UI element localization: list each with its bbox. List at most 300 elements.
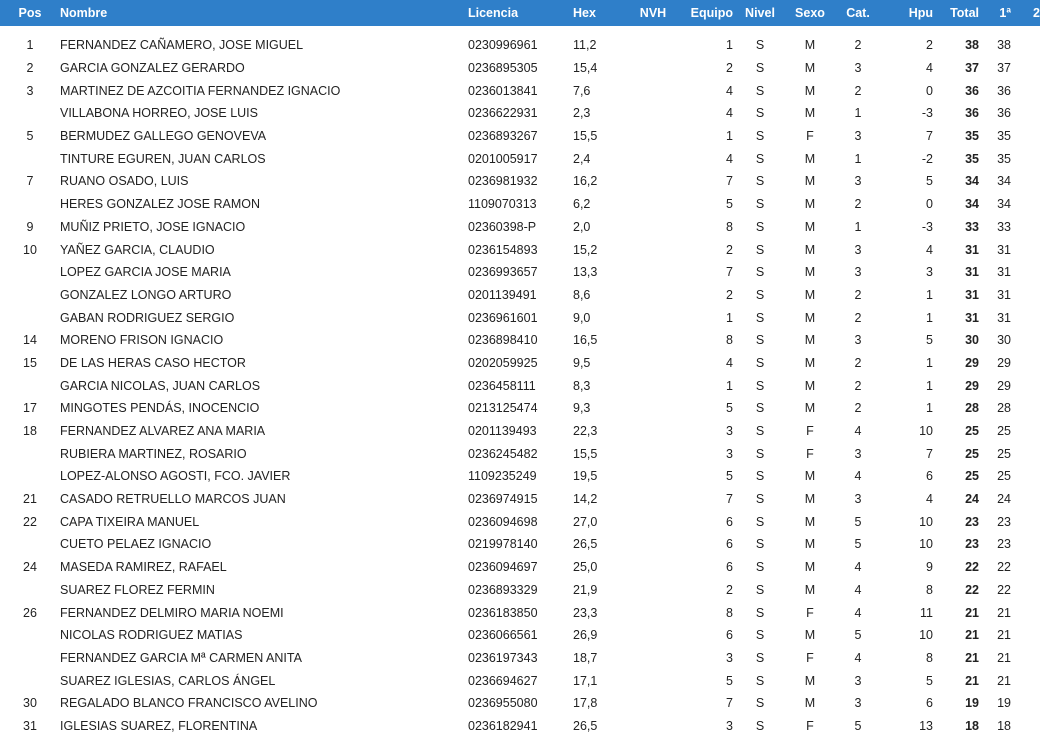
cell-licencia: 0202059925 xyxy=(468,355,538,370)
cell-hpu: 8 xyxy=(926,582,933,597)
cell-hex: 18,7 xyxy=(573,650,598,665)
cell-nvh xyxy=(629,715,677,738)
cell-hex: 8,3 xyxy=(573,378,591,393)
cell-nvh xyxy=(629,34,677,57)
table-row xyxy=(0,624,1040,647)
col-header-cat[interactable]: Cat. xyxy=(846,6,870,20)
cell-hex: 2,0 xyxy=(573,219,591,234)
cell-hex: 17,8 xyxy=(573,696,598,711)
cell-r2 xyxy=(1011,669,1040,692)
cell-r2 xyxy=(1011,624,1040,647)
table-row xyxy=(0,579,1040,602)
cell-cat: 4 xyxy=(854,424,862,439)
cell-r2 xyxy=(1011,420,1040,443)
cell-nivel: S xyxy=(755,61,765,76)
cell-nombre: MINGOTES PENDÁS, INOCENCIO xyxy=(60,401,260,416)
cell-nivel: S xyxy=(755,628,765,643)
cell-hex: 2,4 xyxy=(573,151,591,166)
cell-r2 xyxy=(1011,442,1040,465)
cell-nivel: S xyxy=(755,537,765,552)
cell-nvh xyxy=(629,147,677,170)
cell-cat: 2 xyxy=(854,287,862,302)
cell-cat: 5 xyxy=(854,537,862,552)
cell-nombre: MORENO FRISON IGNACIO xyxy=(60,333,224,348)
table-row xyxy=(0,329,1040,352)
cell-total: 37 xyxy=(965,61,979,76)
cell-sexo: F xyxy=(806,129,814,144)
cell-licencia: 0236893329 xyxy=(468,582,538,597)
cell-r2 xyxy=(1011,465,1040,488)
cell-total: 31 xyxy=(965,310,979,325)
cell-cat: 2 xyxy=(854,401,862,416)
cell-pos xyxy=(0,147,60,170)
cell-nombre: GARCIA NICOLAS, JUAN CARLOS xyxy=(60,378,261,393)
cell-equipo: 6 xyxy=(726,537,733,552)
cell-nivel: S xyxy=(755,446,765,461)
cell-nivel: S xyxy=(755,560,765,575)
col-header-licencia[interactable]: Licencia xyxy=(468,6,519,20)
cell-licencia: 0236898410 xyxy=(468,333,538,348)
cell-cat: 2 xyxy=(854,197,862,212)
col-header-hpu[interactable]: Hpu xyxy=(908,6,933,20)
cell-cat: 3 xyxy=(854,61,862,76)
cell-hpu: 4 xyxy=(926,492,933,507)
col-header-equipo[interactable]: Equipo xyxy=(690,6,733,20)
cell-nivel: S xyxy=(755,673,765,688)
cell-r1: 23 xyxy=(997,514,1011,529)
cell-r2 xyxy=(1011,102,1040,125)
cell-sexo: M xyxy=(804,514,816,529)
cell-total: 31 xyxy=(965,242,979,257)
cell-hpu: 5 xyxy=(926,673,933,688)
cell-r1: 35 xyxy=(997,151,1011,166)
cell-hex: 26,9 xyxy=(573,628,598,643)
col-header-sexo[interactable]: Sexo xyxy=(795,6,825,20)
cell-licencia: 1109235249 xyxy=(468,469,537,484)
cell-equipo: 1 xyxy=(726,378,733,393)
cell-sexo: M xyxy=(804,61,816,76)
cell-hpu: -2 xyxy=(921,151,933,166)
table-row xyxy=(0,510,1040,533)
cell-nombre: FERNANDEZ CAÑAMERO, JOSE MIGUEL xyxy=(60,38,304,53)
cell-hpu: 6 xyxy=(926,696,933,711)
cell-sexo: F xyxy=(806,424,814,439)
cell-r1: 34 xyxy=(997,197,1011,212)
col-header-nivel[interactable]: Nivel xyxy=(745,6,775,20)
cell-nvh xyxy=(629,624,677,647)
cell-sexo: F xyxy=(806,446,814,461)
cell-nombre: NICOLAS RODRIGUEZ MATIAS xyxy=(60,628,243,643)
cell-nivel: S xyxy=(755,242,765,257)
cell-pos: 14 xyxy=(23,333,37,348)
cell-nvh xyxy=(629,216,677,239)
cell-r1: 22 xyxy=(997,582,1011,597)
cell-r2 xyxy=(1011,57,1040,80)
cell-r2 xyxy=(1011,352,1040,375)
cell-licencia: 0201139493 xyxy=(468,424,537,439)
cell-total: 21 xyxy=(965,605,979,620)
cell-nombre: FERNANDEZ GARCIA Mª CARMEN ANITA xyxy=(60,650,302,665)
cell-sexo: M xyxy=(804,469,816,484)
cell-r2 xyxy=(1011,147,1040,170)
cell-nvh xyxy=(629,420,677,443)
cell-cat: 1 xyxy=(854,219,862,234)
cell-nivel: S xyxy=(755,265,765,280)
cell-total: 19 xyxy=(965,696,979,711)
cell-sexo: F xyxy=(806,650,814,665)
cell-sexo: M xyxy=(804,582,816,597)
cell-licencia: 0236993657 xyxy=(468,265,538,280)
cell-nombre: GARCIA GONZALEZ GERARDO xyxy=(60,61,245,76)
cell-total: 22 xyxy=(965,560,979,575)
cell-hpu: 1 xyxy=(926,378,933,393)
cell-r1: 21 xyxy=(997,605,1011,620)
cell-licencia: 0236197343 xyxy=(468,650,538,665)
cell-r1: 28 xyxy=(997,401,1011,416)
cell-hex: 15,2 xyxy=(573,242,598,257)
cell-r1: 29 xyxy=(997,378,1011,393)
cell-nvh xyxy=(629,601,677,624)
cell-licencia: 0236182941 xyxy=(468,718,538,733)
cell-r2 xyxy=(1011,216,1040,239)
cell-cat: 2 xyxy=(854,378,862,393)
cell-sexo: F xyxy=(806,605,814,620)
cell-nvh xyxy=(629,374,677,397)
cell-licencia: 0201005917 xyxy=(468,151,538,166)
col-header-nvh[interactable]: NVH xyxy=(639,6,667,20)
col-header-nombre[interactable]: Nombre xyxy=(60,6,108,20)
cell-hex: 19,5 xyxy=(573,469,598,484)
cell-cat: 3 xyxy=(854,265,862,280)
cell-r1: 24 xyxy=(997,492,1011,507)
cell-nombre: VILLABONA HORREO, JOSE LUIS xyxy=(60,106,258,121)
cell-hex: 9,3 xyxy=(573,401,591,416)
cell-nvh xyxy=(629,442,677,465)
cell-nivel: S xyxy=(755,333,765,348)
cell-total: 22 xyxy=(965,582,979,597)
cell-equipo: 5 xyxy=(726,673,733,688)
cell-nombre: LOPEZ-ALONSO AGOSTI, FCO. JAVIER xyxy=(60,469,291,484)
cell-pos: 21 xyxy=(23,492,37,507)
cell-equipo: 3 xyxy=(726,650,733,665)
cell-nombre: REGALADO BLANCO FRANCISCO AVELINO xyxy=(60,696,318,711)
cell-total: 18 xyxy=(965,718,979,733)
cell-hpu: 11 xyxy=(920,605,933,620)
cell-hex: 25,0 xyxy=(573,560,598,575)
cell-hex: 15,5 xyxy=(573,129,598,144)
cell-equipo: 7 xyxy=(726,492,733,507)
cell-nivel: S xyxy=(755,492,765,507)
col-header-round2[interactable]: 2 xyxy=(1033,6,1040,20)
cell-nivel: S xyxy=(755,469,765,484)
cell-r2 xyxy=(1011,193,1040,216)
cell-equipo: 1 xyxy=(726,310,733,325)
cell-nombre: HERES GONZALEZ JOSE RAMON xyxy=(60,197,261,212)
cell-pos xyxy=(0,193,60,216)
cell-nvh xyxy=(629,102,677,125)
cell-nivel: S xyxy=(755,378,765,393)
cell-cat: 2 xyxy=(854,83,862,98)
cell-sexo: M xyxy=(804,310,816,325)
cell-r2 xyxy=(1011,306,1040,329)
cell-equipo: 6 xyxy=(726,560,733,575)
cell-total: 25 xyxy=(965,446,979,461)
cell-pos xyxy=(0,306,60,329)
cell-nivel: S xyxy=(755,38,765,53)
cell-r1: 21 xyxy=(997,628,1011,643)
table-row xyxy=(0,647,1040,670)
cell-total: 33 xyxy=(965,219,979,234)
cell-hex: 26,5 xyxy=(573,537,598,552)
table-row xyxy=(0,306,1040,329)
cell-hex: 9,0 xyxy=(573,310,591,325)
table-row xyxy=(0,601,1040,624)
cell-r1: 22 xyxy=(997,560,1011,575)
cell-pos xyxy=(0,624,60,647)
cell-licencia: 0236974915 xyxy=(468,492,538,507)
cell-hpu: 1 xyxy=(926,355,933,370)
cell-nombre: CASADO RETRUELLO MARCOS JUAN xyxy=(60,492,286,507)
cell-hpu: 6 xyxy=(926,469,933,484)
cell-total: 24 xyxy=(965,492,979,507)
cell-hex: 6,2 xyxy=(573,197,591,212)
cell-r1: 36 xyxy=(997,83,1011,98)
cell-sexo: M xyxy=(804,355,816,370)
cell-hex: 16,2 xyxy=(573,174,598,189)
cell-nombre: GONZALEZ LONGO ARTURO xyxy=(60,287,232,302)
cell-r2 xyxy=(1011,329,1040,352)
cell-nivel: S xyxy=(755,197,765,212)
cell-nombre: CUETO PELAEZ IGNACIO xyxy=(60,537,212,552)
cell-hex: 13,3 xyxy=(573,265,598,280)
cell-pos xyxy=(0,465,60,488)
cell-total: 38 xyxy=(965,38,979,53)
cell-cat: 4 xyxy=(854,469,862,484)
cell-pos: 30 xyxy=(23,696,37,711)
cell-sexo: M xyxy=(804,378,816,393)
cell-nombre: LOPEZ GARCIA JOSE MARIA xyxy=(60,265,231,280)
cell-nombre: MASEDA RAMIREZ, RAFAEL xyxy=(60,560,227,575)
cell-cat: 5 xyxy=(854,628,862,643)
cell-equipo: 5 xyxy=(726,401,733,416)
cell-nombre: CAPA TIXEIRA MANUEL xyxy=(60,514,200,529)
cell-sexo: M xyxy=(804,537,816,552)
cell-pos: 18 xyxy=(23,424,37,439)
cell-r2 xyxy=(1011,692,1040,715)
cell-equipo: 7 xyxy=(726,174,733,189)
cell-r2 xyxy=(1011,397,1040,420)
cell-r1: 31 xyxy=(997,287,1011,302)
col-header-round1[interactable]: 1ª xyxy=(999,6,1011,20)
cell-nivel: S xyxy=(755,83,765,98)
cell-total: 23 xyxy=(965,537,979,552)
cell-r2 xyxy=(1011,556,1040,579)
cell-hex: 27,0 xyxy=(573,514,598,529)
cell-equipo: 4 xyxy=(726,151,733,166)
cell-sexo: M xyxy=(804,560,816,575)
cell-pos: 31 xyxy=(23,718,37,733)
cell-sexo: M xyxy=(804,673,816,688)
table-row xyxy=(0,488,1040,511)
cell-cat: 4 xyxy=(854,650,862,665)
header-spacer xyxy=(0,26,1040,34)
cell-hpu: -3 xyxy=(921,106,933,121)
cell-nombre: YAÑEZ GARCIA, CLAUDIO xyxy=(60,242,215,257)
header-row xyxy=(0,0,1040,26)
cell-equipo: 6 xyxy=(726,628,733,643)
table-row xyxy=(0,465,1040,488)
cell-hex: 9,5 xyxy=(573,355,591,370)
cell-hpu: 1 xyxy=(926,287,933,302)
cell-cat: 5 xyxy=(854,514,862,529)
cell-equipo: 1 xyxy=(726,38,733,53)
cell-total: 21 xyxy=(965,673,979,688)
cell-equipo: 8 xyxy=(726,605,733,620)
cell-r1: 34 xyxy=(997,174,1011,189)
cell-sexo: M xyxy=(804,628,816,643)
cell-hex: 8,6 xyxy=(573,287,591,302)
cell-r1: 19 xyxy=(997,696,1011,711)
table-row xyxy=(0,147,1040,170)
cell-licencia: 0236893267 xyxy=(468,129,538,144)
cell-sexo: M xyxy=(804,265,816,280)
cell-hpu: -3 xyxy=(921,219,933,234)
cell-total: 23 xyxy=(965,514,979,529)
cell-pos: 2 xyxy=(26,61,34,76)
cell-equipo: 7 xyxy=(726,265,733,280)
cell-nombre: RUANO OSADO, LUIS xyxy=(60,174,189,189)
table-row xyxy=(0,57,1040,80)
cell-equipo: 1 xyxy=(726,129,733,144)
cell-licencia: 0236154893 xyxy=(468,242,538,257)
cell-sexo: M xyxy=(804,174,816,189)
cell-hpu: 0 xyxy=(926,83,933,98)
cell-pos: 17 xyxy=(23,401,37,416)
cell-r2 xyxy=(1011,238,1040,261)
cell-total: 28 xyxy=(965,401,979,416)
cell-hpu: 1 xyxy=(926,401,933,416)
table-row xyxy=(0,352,1040,375)
cell-pos: 9 xyxy=(26,219,34,234)
cell-equipo: 2 xyxy=(726,287,733,302)
cell-pos xyxy=(0,442,60,465)
cell-nombre: DE LAS HERAS CASO HECTOR xyxy=(60,355,246,370)
cell-nvh xyxy=(629,193,677,216)
cell-r1: 31 xyxy=(997,265,1011,280)
cell-sexo: M xyxy=(804,219,816,234)
cell-nombre: GABAN RODRIGUEZ SERGIO xyxy=(60,310,235,325)
cell-equipo: 2 xyxy=(726,582,733,597)
cell-total: 36 xyxy=(965,83,979,98)
cell-pos: 7 xyxy=(26,174,34,189)
table-row xyxy=(0,125,1040,148)
cell-equipo: 7 xyxy=(726,696,733,711)
cell-nivel: S xyxy=(755,106,765,121)
col-header-pos[interactable]: Pos xyxy=(18,6,42,20)
cell-hpu: 8 xyxy=(926,650,933,665)
cell-nombre: SUAREZ FLOREZ FERMIN xyxy=(60,582,215,597)
cell-hpu: 0 xyxy=(926,197,933,212)
cell-cat: 5 xyxy=(854,718,862,733)
cell-pos: 3 xyxy=(26,83,34,98)
cell-pos xyxy=(0,374,60,397)
cell-nivel: S xyxy=(755,424,765,439)
table-row xyxy=(0,79,1040,102)
cell-pos: 5 xyxy=(26,129,34,144)
cell-nivel: S xyxy=(755,696,765,711)
table-row xyxy=(0,715,1040,738)
cell-nvh xyxy=(629,306,677,329)
cell-nivel: S xyxy=(755,401,765,416)
cell-pos xyxy=(0,261,60,284)
cell-licencia: 0236694627 xyxy=(468,673,538,688)
cell-sexo: M xyxy=(804,197,816,212)
cell-sexo: F xyxy=(806,718,814,733)
cell-nvh xyxy=(629,692,677,715)
cell-pos xyxy=(0,647,60,670)
cell-sexo: M xyxy=(804,401,816,416)
cell-licencia: 0213125474 xyxy=(468,401,538,416)
cell-pos xyxy=(0,284,60,307)
cell-equipo: 3 xyxy=(726,424,733,439)
cell-nvh xyxy=(629,397,677,420)
table-row xyxy=(0,284,1040,307)
cell-cat: 4 xyxy=(854,582,862,597)
cell-nombre: IGLESIAS SUAREZ, FLORENTINA xyxy=(60,718,258,733)
cell-licencia: 0236066561 xyxy=(468,628,538,643)
cell-cat: 3 xyxy=(854,446,862,461)
cell-equipo: 2 xyxy=(726,242,733,257)
cell-sexo: M xyxy=(804,151,816,166)
cell-nombre: TINTURE EGUREN, JUAN CARLOS xyxy=(60,151,266,166)
cell-r1: 35 xyxy=(997,129,1011,144)
cell-nvh xyxy=(629,238,677,261)
cell-hpu: 5 xyxy=(926,174,933,189)
cell-pos xyxy=(0,579,60,602)
cell-nombre: FERNANDEZ ALVAREZ ANA MARIA xyxy=(60,424,266,439)
cell-total: 25 xyxy=(965,424,979,439)
cell-pos: 24 xyxy=(23,560,37,575)
cell-total: 31 xyxy=(965,265,979,280)
cell-nivel: S xyxy=(755,310,765,325)
cell-pos: 22 xyxy=(23,514,37,529)
cell-hex: 21,9 xyxy=(573,582,598,597)
cell-nvh xyxy=(629,556,677,579)
col-header-total[interactable]: Total xyxy=(950,6,979,20)
cell-r1: 31 xyxy=(997,242,1011,257)
col-header-hex[interactable]: Hex xyxy=(573,6,596,20)
table-row xyxy=(0,533,1040,556)
cell-nvh xyxy=(629,170,677,193)
cell-sexo: M xyxy=(804,83,816,98)
cell-licencia: 0236013841 xyxy=(468,83,538,98)
cell-sexo: M xyxy=(804,492,816,507)
cell-cat: 4 xyxy=(854,605,862,620)
cell-nvh xyxy=(629,533,677,556)
cell-hpu: 1 xyxy=(926,310,933,325)
cell-sexo: M xyxy=(804,287,816,302)
cell-hpu: 5 xyxy=(926,333,933,348)
cell-equipo: 5 xyxy=(726,197,733,212)
cell-r1: 18 xyxy=(997,718,1011,733)
cell-equipo: 4 xyxy=(726,106,733,121)
table-row xyxy=(0,216,1040,239)
cell-total: 35 xyxy=(965,129,979,144)
cell-equipo: 2 xyxy=(726,61,733,76)
cell-equipo: 8 xyxy=(726,219,733,234)
cell-nombre: BERMUDEZ GALLEGO GENOVEVA xyxy=(60,129,267,144)
cell-hex: 17,1 xyxy=(573,673,598,688)
